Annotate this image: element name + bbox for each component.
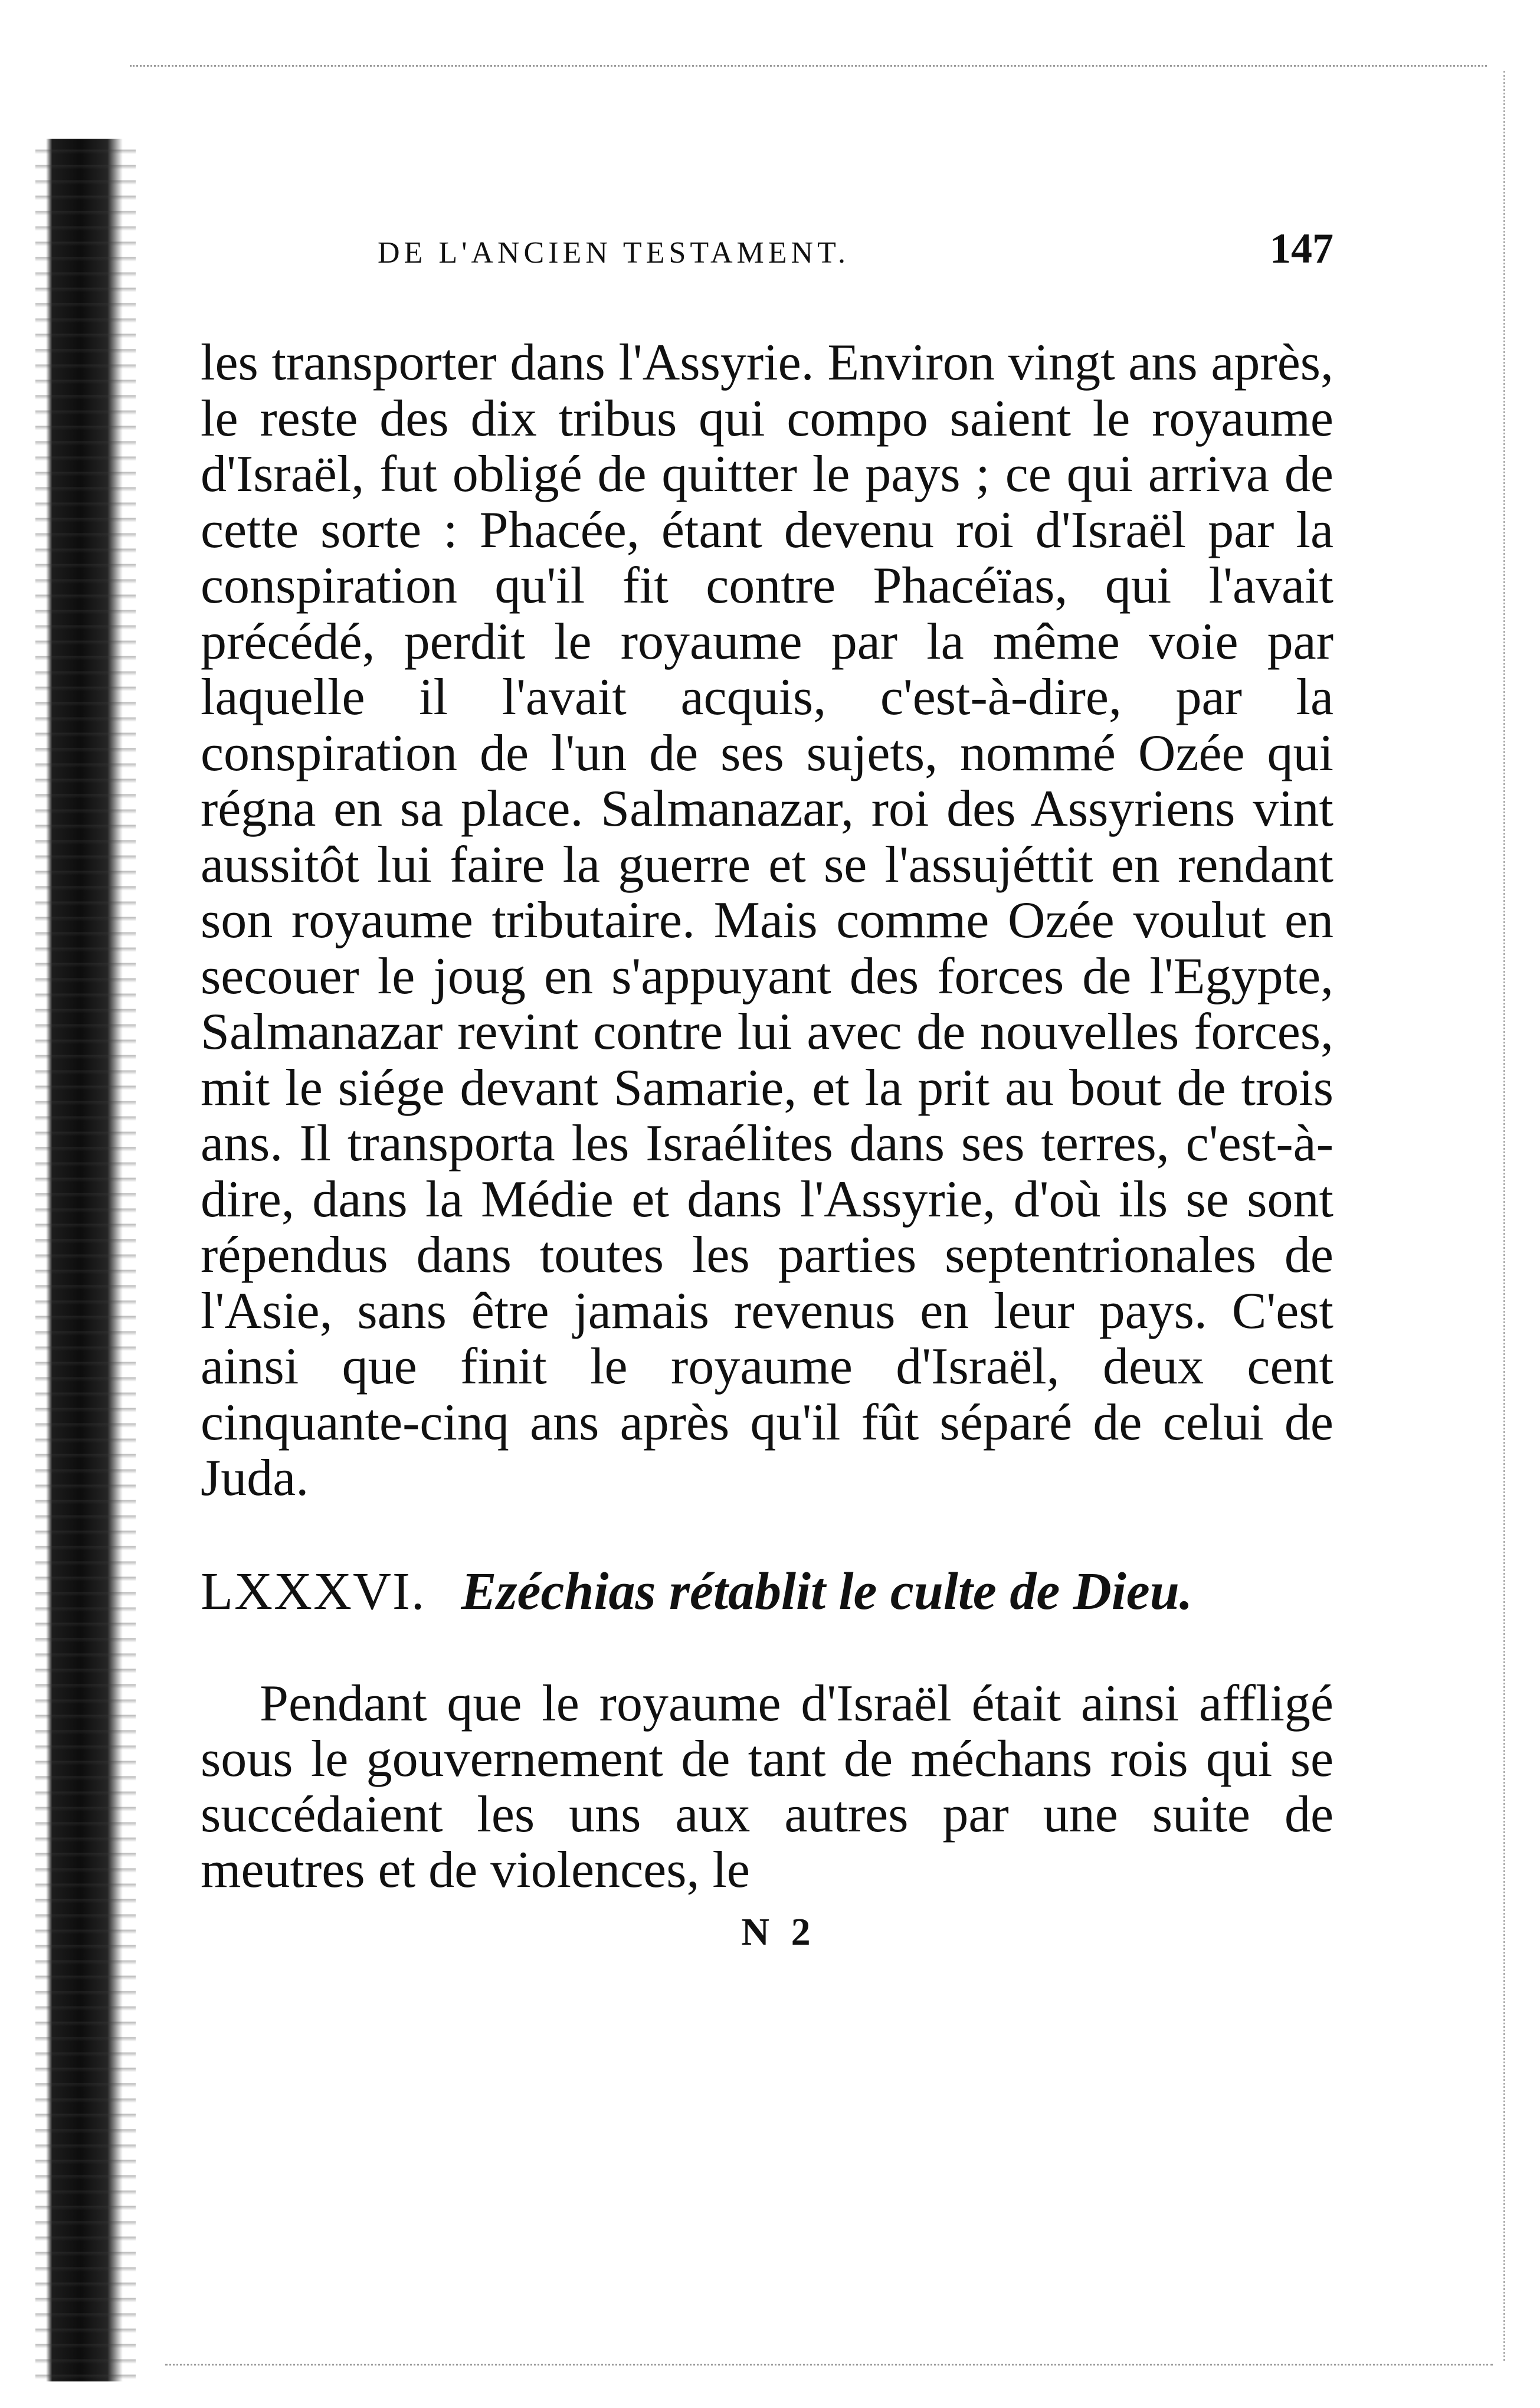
- page-number: 147: [1270, 225, 1333, 272]
- running-header: [201, 224, 1333, 277]
- page-edge-right: [1503, 71, 1509, 2361]
- running-title: DE L'ANCIEN TESTAMENT.: [378, 236, 850, 270]
- book-page: [201, 224, 1333, 1955]
- section-number: LXXXVI.: [201, 1562, 426, 1621]
- section-paragraph: Pendant que le royaume d'Israël était ainsi affligé sous le gouvernement de tant de méchans rois qui se succédaient les uns aux autres par une suite de meutres et de violences, le: [201, 1674, 1333, 1899]
- page-edge-top: [130, 65, 1487, 70]
- continued-paragraph: les transporter dans l'Assyrie. Environ vingt ans après, le reste des dix tribus qui compo saient le royaume d'Israël, fut obligé de quitter le pays ; ce qui arriva de cette sorte : Phacée, étant devenu roi d'Israël par la conspiration qu'il fit contre Phacéïas, qui l'avait précédé, perdit le royaume par la même voie par laquelle il l'avait acquis, c'est-à-dire, par la conspiration de l'un de ses sujets, nommé Ozée qui régna en sa place. Salmanazar, roi des Assyriens vint aussitôt lui faire la guerre et se l'assujéttit en rendant son royaume tributaire. Mais comme Ozée voulut en secouer le joug en s'appuyant des forces de l'Egypte, Salmanazar revint contre lui avec de nouvelles forces, mit le siége devant Samarie, et la prit au bout de trois ans. Il transporta les Israélites dans ses terres, c'est-à-dire, dans la Médie et dans l'Assyrie, d'où ils se sont répendus dans toutes les parties septentrionales de l'Asie, sans être jamais revenus en leur pays. C'est ainsi que finit le royaume d'Israël, deux cent cinquante-cinq ans après qu'il fût séparé de celui de Juda.: [201, 334, 1333, 1507]
- section-heading: [201, 1561, 1333, 1622]
- section-title: Ezéchias rétablit le culte de Dieu.: [461, 1562, 1193, 1621]
- signature-mark: N 2: [741, 1910, 817, 1954]
- page-edge-bottom: [165, 2364, 1493, 2369]
- body-text: [201, 335, 1333, 1507]
- section-text: [201, 1676, 1333, 1898]
- binding-gutter-texture: [35, 139, 136, 2381]
